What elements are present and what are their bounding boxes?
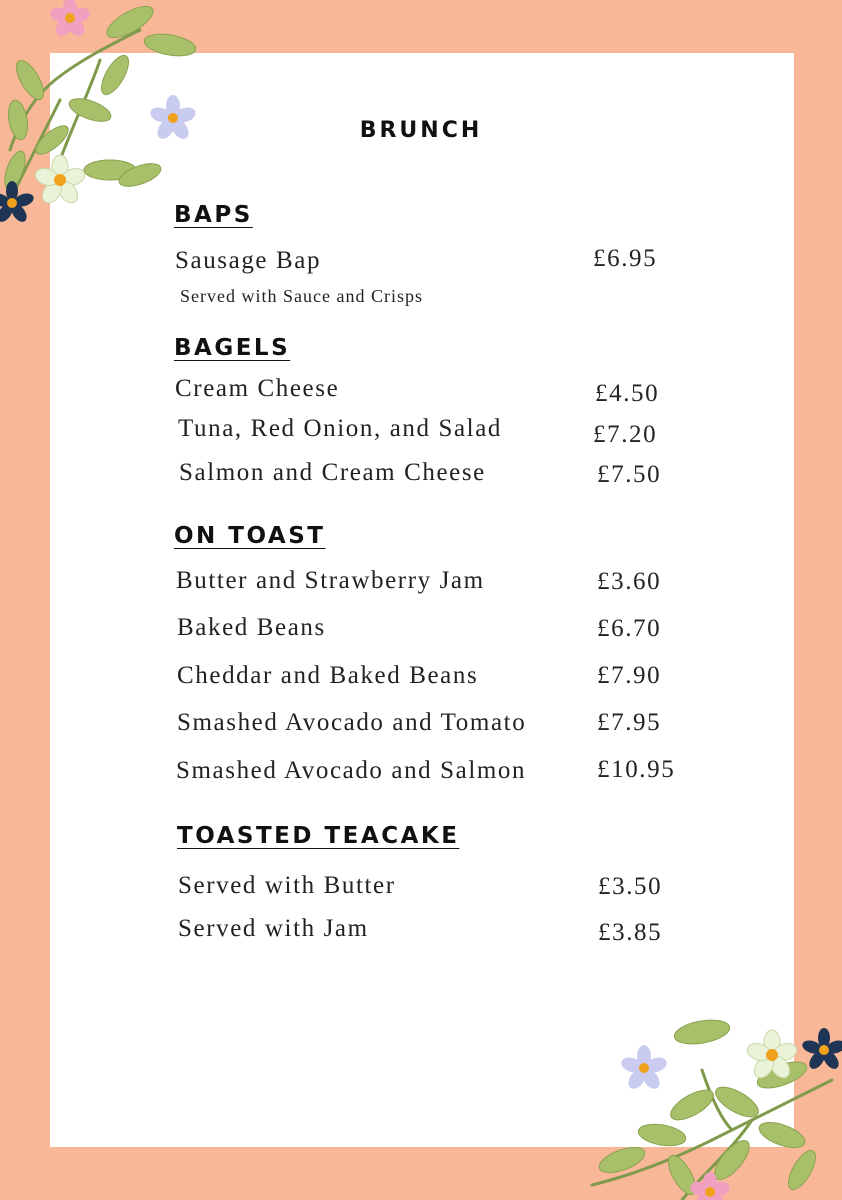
menu-item-price: £10.95 [597, 756, 676, 783]
menu-item-name: Baked Beans [177, 614, 326, 641]
floral-sprig-icon [582, 1010, 842, 1200]
menu-item-price: £7.20 [593, 421, 658, 448]
menu-item-price: £3.60 [597, 568, 662, 595]
menu-item-name: Smashed Avocado and Salmon [176, 757, 527, 784]
menu-item-name: Cream Cheese [175, 375, 340, 402]
menu-item-price: £7.95 [597, 709, 662, 736]
section-heading-toasted-teacake: TOASTED TEACAKE [177, 823, 460, 849]
menu-item-name: Tuna, Red Onion, and Salad [178, 415, 502, 442]
section-heading-baps: BAPS [174, 202, 253, 228]
menu-item-price: £7.50 [597, 461, 662, 488]
menu-item-name: Butter and Strawberry Jam [176, 567, 485, 594]
section-heading-on-toast: ON TOAST [174, 523, 326, 549]
menu-item-price: £3.85 [598, 919, 663, 946]
menu-item-name: Salmon and Cream Cheese [179, 459, 486, 486]
menu-title: BRUNCH [359, 118, 483, 143]
menu-item-price: £6.95 [593, 245, 658, 272]
menu-item-price: £7.90 [597, 662, 662, 689]
menu-item-name: Served with Butter [178, 872, 396, 899]
menu-item-price: £3.50 [598, 873, 663, 900]
menu-item-name: Cheddar and Baked Beans [177, 662, 479, 689]
menu-item-name: Smashed Avocado and Tomato [177, 709, 527, 736]
menu-item-name: Sausage Bap [175, 247, 322, 274]
menu-item-price: £6.70 [597, 615, 662, 642]
section-heading-bagels: BAGELS [174, 335, 291, 361]
menu-item-price: £4.50 [595, 380, 660, 407]
menu-item-name: Served with Jam [178, 915, 369, 942]
menu-item-note: Served with Sauce and Crisps [180, 286, 423, 306]
